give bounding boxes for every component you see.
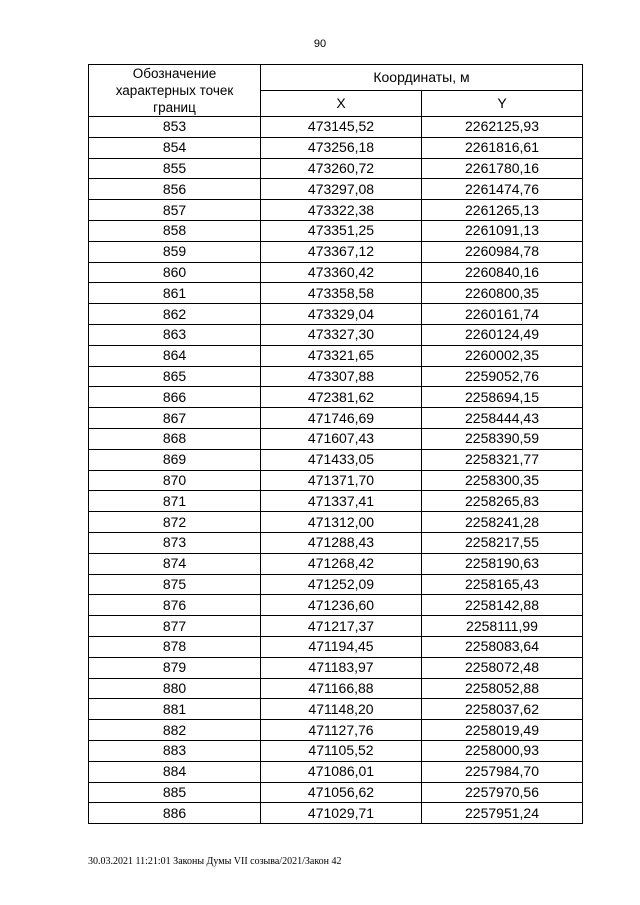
table-row (89, 470, 583, 491)
y-coordinate-cell: 2261265,13 (422, 200, 583, 221)
y-coordinate-cell: 2259052,76 (422, 366, 583, 387)
point-number-cell: 883 (89, 740, 261, 761)
y-coordinate-cell: 2258390,59 (422, 428, 583, 449)
table-row (89, 366, 583, 387)
x-coordinate-cell: 472381,62 (261, 387, 422, 408)
header-y: Y (422, 91, 583, 117)
point-number-cell: 877 (89, 616, 261, 637)
x-coordinate-cell: 473351,25 (261, 220, 422, 241)
table-row (89, 720, 583, 741)
x-coordinate-cell: 473327,30 (261, 324, 422, 345)
y-coordinate-cell: 2258241,28 (422, 512, 583, 533)
y-coordinate-cell: 2258037,62 (422, 699, 583, 720)
table-row (89, 491, 583, 512)
point-number-cell: 857 (89, 200, 261, 221)
y-coordinate-cell: 2257970,56 (422, 782, 583, 803)
x-coordinate-cell: 473145,52 (261, 117, 422, 138)
table-row (89, 761, 583, 782)
point-number-cell: 874 (89, 553, 261, 574)
point-number-cell: 873 (89, 532, 261, 553)
y-coordinate-cell: 2260840,16 (422, 262, 583, 283)
y-coordinate-cell: 2258072,48 (422, 657, 583, 678)
x-coordinate-cell: 473360,42 (261, 262, 422, 283)
table-row (89, 616, 583, 637)
table-row (89, 428, 583, 449)
table-row (89, 158, 583, 179)
y-coordinate-cell: 2258321,77 (422, 449, 583, 470)
x-coordinate-cell: 471166,88 (261, 678, 422, 699)
x-coordinate-cell: 473358,58 (261, 283, 422, 304)
y-coordinate-cell: 2258052,88 (422, 678, 583, 699)
table-row (89, 117, 583, 138)
x-coordinate-cell: 471105,52 (261, 740, 422, 761)
x-coordinate-cell: 473256,18 (261, 137, 422, 158)
y-coordinate-cell: 2260800,35 (422, 283, 583, 304)
x-coordinate-cell: 473322,38 (261, 200, 422, 221)
point-number-cell: 861 (89, 283, 261, 304)
x-coordinate-cell: 471127,76 (261, 720, 422, 741)
x-coordinate-cell: 471268,42 (261, 553, 422, 574)
point-number-cell: 865 (89, 366, 261, 387)
x-coordinate-cell: 471337,41 (261, 491, 422, 512)
y-coordinate-cell: 2260161,74 (422, 304, 583, 325)
point-number-cell: 876 (89, 595, 261, 616)
y-coordinate-cell: 2258444,43 (422, 408, 583, 429)
header-designation: Обозначение характерных точек границ (89, 65, 261, 117)
table-row (89, 179, 583, 200)
y-coordinate-cell: 2257951,24 (422, 803, 583, 824)
point-number-cell: 872 (89, 512, 261, 533)
y-coordinate-cell: 2258000,93 (422, 740, 583, 761)
y-coordinate-cell: 2260002,35 (422, 345, 583, 366)
footer-stamp: 30.03.2021 11:21:01 Законы Думы VII созыва/2021/Закон 42 (88, 856, 342, 867)
y-coordinate-cell: 2261816,61 (422, 137, 583, 158)
x-coordinate-cell: 471288,43 (261, 532, 422, 553)
y-coordinate-cell: 2261091,13 (422, 220, 583, 241)
table-row (89, 803, 583, 824)
y-coordinate-cell: 2258694,15 (422, 387, 583, 408)
y-coordinate-cell: 2258111,99 (422, 616, 583, 637)
table-row (89, 595, 583, 616)
table-body (89, 117, 583, 824)
table-row (89, 512, 583, 533)
point-number-cell: 885 (89, 782, 261, 803)
y-coordinate-cell: 2261474,76 (422, 179, 583, 200)
x-coordinate-cell: 473297,08 (261, 179, 422, 200)
header-row-1 (89, 65, 583, 91)
table-row (89, 387, 583, 408)
y-coordinate-cell: 2258265,83 (422, 491, 583, 512)
x-coordinate-cell: 471607,43 (261, 428, 422, 449)
table-row (89, 137, 583, 158)
point-number-cell: 858 (89, 220, 261, 241)
header-x: X (261, 91, 422, 117)
point-number-cell: 880 (89, 678, 261, 699)
coordinates-table (88, 64, 583, 824)
point-number-cell: 862 (89, 304, 261, 325)
y-coordinate-cell: 2258083,64 (422, 636, 583, 657)
table-row (89, 740, 583, 761)
header-coordinates: Координаты, м (261, 65, 583, 91)
x-coordinate-cell: 471252,09 (261, 574, 422, 595)
x-coordinate-cell: 471086,01 (261, 761, 422, 782)
table-row (89, 449, 583, 470)
point-number-cell: 881 (89, 699, 261, 720)
y-coordinate-cell: 2258217,55 (422, 532, 583, 553)
x-coordinate-cell: 471029,71 (261, 803, 422, 824)
table-row (89, 324, 583, 345)
x-coordinate-cell: 471236,60 (261, 595, 422, 616)
point-number-cell: 886 (89, 803, 261, 824)
table-row (89, 553, 583, 574)
point-number-cell: 853 (89, 117, 261, 138)
x-coordinate-cell: 471183,97 (261, 657, 422, 678)
y-coordinate-cell: 2261780,16 (422, 158, 583, 179)
x-coordinate-cell: 473321,65 (261, 345, 422, 366)
point-number-cell: 871 (89, 491, 261, 512)
table-row (89, 699, 583, 720)
table-row (89, 408, 583, 429)
table-header (89, 65, 583, 117)
point-number-cell: 864 (89, 345, 261, 366)
point-number-cell: 882 (89, 720, 261, 741)
x-coordinate-cell: 471056,62 (261, 782, 422, 803)
y-coordinate-cell: 2258019,49 (422, 720, 583, 741)
x-coordinate-cell: 473329,04 (261, 304, 422, 325)
x-coordinate-cell: 471194,45 (261, 636, 422, 657)
table-row (89, 345, 583, 366)
point-number-cell: 868 (89, 428, 261, 449)
table-row (89, 283, 583, 304)
x-coordinate-cell: 471371,70 (261, 470, 422, 491)
point-number-cell: 856 (89, 179, 261, 200)
point-number-cell: 870 (89, 470, 261, 491)
x-coordinate-cell: 473307,88 (261, 366, 422, 387)
table-row (89, 200, 583, 221)
x-coordinate-cell: 473367,12 (261, 241, 422, 262)
y-coordinate-cell: 2258165,43 (422, 574, 583, 595)
point-number-cell: 879 (89, 657, 261, 678)
table-row (89, 574, 583, 595)
table-row (89, 636, 583, 657)
x-coordinate-cell: 473260,72 (261, 158, 422, 179)
x-coordinate-cell: 471217,37 (261, 616, 422, 637)
point-number-cell: 878 (89, 636, 261, 657)
table-row (89, 532, 583, 553)
table-row (89, 678, 583, 699)
point-number-cell: 875 (89, 574, 261, 595)
y-coordinate-cell: 2260124,49 (422, 324, 583, 345)
y-coordinate-cell: 2257984,70 (422, 761, 583, 782)
table-row (89, 657, 583, 678)
y-coordinate-cell: 2258190,63 (422, 553, 583, 574)
table-row (89, 782, 583, 803)
point-number-cell: 859 (89, 241, 261, 262)
table-row (89, 241, 583, 262)
x-coordinate-cell: 471312,00 (261, 512, 422, 533)
x-coordinate-cell: 471148,20 (261, 699, 422, 720)
x-coordinate-cell: 471433,05 (261, 449, 422, 470)
x-coordinate-cell: 471746,69 (261, 408, 422, 429)
point-number-cell: 863 (89, 324, 261, 345)
y-coordinate-cell: 2262125,93 (422, 117, 583, 138)
y-coordinate-cell: 2258300,35 (422, 470, 583, 491)
point-number-cell: 884 (89, 761, 261, 782)
point-number-cell: 867 (89, 408, 261, 429)
point-number-cell: 855 (89, 158, 261, 179)
page-number: 90 (313, 38, 327, 50)
table-row (89, 262, 583, 283)
point-number-cell: 869 (89, 449, 261, 470)
point-number-cell: 860 (89, 262, 261, 283)
point-number-cell: 866 (89, 387, 261, 408)
table-row (89, 220, 583, 241)
point-number-cell: 854 (89, 137, 261, 158)
y-coordinate-cell: 2258142,88 (422, 595, 583, 616)
table-row (89, 304, 583, 325)
y-coordinate-cell: 2260984,78 (422, 241, 583, 262)
